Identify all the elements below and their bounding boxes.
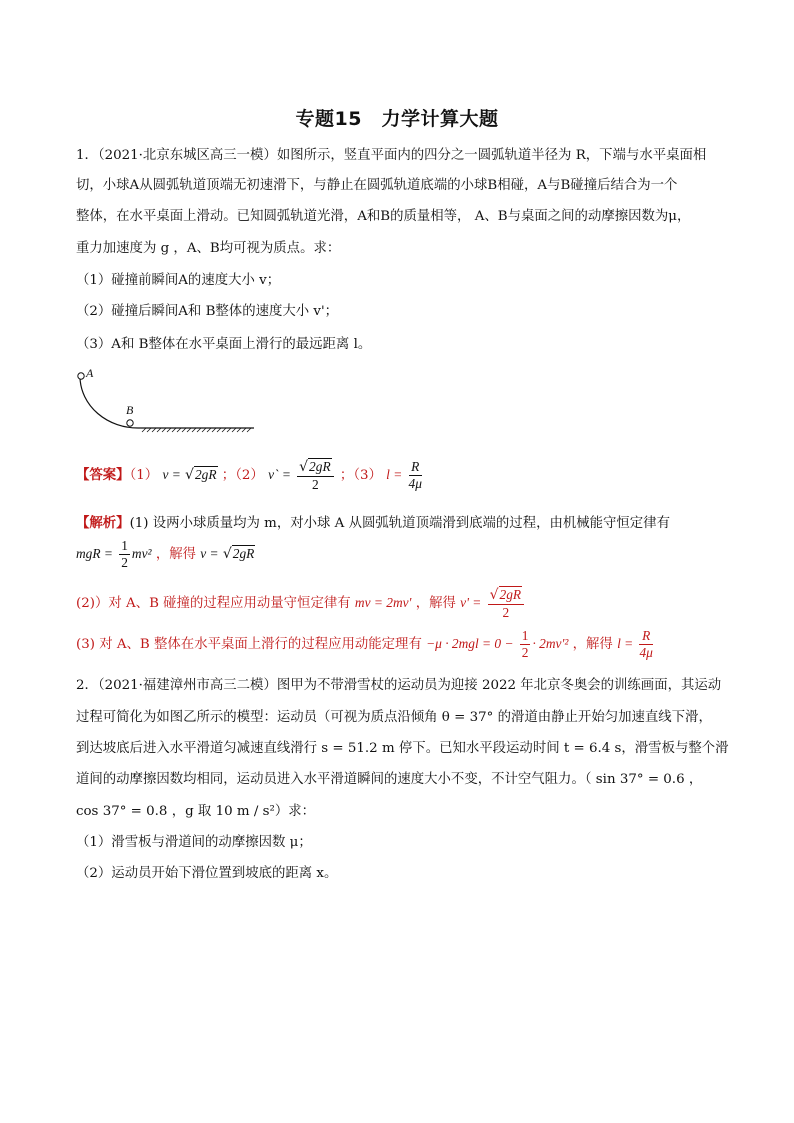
q1-line1: 1．（2021·北京东城区高三一模）如图所示，竖直平面内的四分之一圆弧轨道半径为 R，下端与水平桌面相	[76, 148, 707, 163]
q2-sub1: （1）滑雪板与滑道间的动摩擦因数 μ；	[76, 835, 312, 850]
answer3-numerator: R	[409, 459, 422, 476]
work-energy-l-fraction	[639, 628, 652, 661]
q2-sub2: （2）运动员开始下滑位置到坡底的距离 x。	[76, 866, 338, 881]
quarter-circle-track-figure	[70, 362, 260, 434]
analysis-line3	[76, 586, 726, 626]
answer-sep1: ；（2）	[221, 468, 264, 483]
energy-half-fraction	[119, 538, 130, 571]
work-energy-l-num: R	[639, 628, 652, 645]
q2-line4: 道间的动摩擦因数均相同，运动员进入水平滑道瞬间的速度大小不变，不计空气阻力。（ sin 37° = 0.6 ，	[76, 772, 703, 787]
work-energy-half-num: 1	[521, 628, 529, 643]
energy-v-radicand: 2gR	[232, 546, 255, 561]
answer1-radicand: 2gR	[194, 467, 217, 482]
analysis-line4	[76, 628, 726, 668]
work-energy-eq2: · 2mv'²	[532, 636, 569, 651]
energy-solve-sep: ，解得	[155, 547, 196, 562]
work-energy-eq1: −μ · 2mgl = 0 −	[426, 636, 514, 651]
work-energy-half-den: 2	[521, 645, 529, 660]
energy-half-den: 2	[121, 555, 128, 570]
ball-a	[78, 373, 84, 379]
q1-sub2: （2）碰撞后瞬间A和 B整体的速度大小 v'；	[76, 304, 339, 319]
answer-sep2: ；（3）	[339, 468, 382, 483]
q1-sub3: （3）A和 B整体在水平桌面上滑行的最远距离 l。	[76, 337, 372, 352]
answer3-fraction	[409, 459, 422, 492]
analysis-text1: (1) 设两小球质量均为 m，对小球 A 从圆弧轨道顶端滑到底端的过程，由机械能守恒定律有	[129, 516, 670, 531]
q1-line2: 切，小球A从圆弧轨道顶端无初速滑下，与静止在圆弧轨道底端的小球B相碰，A与B碰撞后结合为一个	[76, 178, 678, 193]
energy-v-lhs: v =	[200, 546, 219, 561]
momentum-v-lhs: v' =	[460, 595, 482, 610]
work-energy-l-den: 4μ	[639, 645, 653, 660]
answer3-lhs: l =	[386, 467, 403, 482]
momentum-v-num: 2gR	[499, 587, 522, 602]
answer-line: 【答案】（1） v = √2gR ；（2） v` = $\frac{√2gR}{2}$ ；（3） l = $\frac{R}{4\mu}$	[76, 459, 422, 492]
q1-sub1: （1）碰撞前瞬间A的速度大小 v；	[76, 273, 281, 288]
momentum-v-den: 2	[502, 605, 510, 620]
answer2-fraction: $\frac{√2gR}{2}$	[297, 458, 334, 493]
energy-half-num: 1	[121, 538, 128, 553]
q2-line5: cos 37° = 0.8 ，g 取 10 m / s²）求：	[76, 804, 316, 819]
work-energy-text: (3) 对 A、B 整体在水平桌面上滑行的过程应用动能定理有	[76, 637, 422, 652]
q2-line1: 2．（2021·福建漳州市高三二模）图甲为不带滑雪杖的运动员为迎接 2022 年北京冬奥会的训练画面，其运动	[76, 678, 722, 693]
energy-lhs: mgR =	[76, 546, 113, 561]
work-energy-half	[520, 628, 531, 661]
q1-line4: 重力加速度为 g ，A、B均可视为质点。求：	[76, 241, 341, 256]
work-energy-solve-sep: ，解得	[572, 637, 613, 652]
answer2-denominator: 2	[312, 477, 319, 492]
label-a: A	[86, 366, 94, 380]
answer-part1-label: （1）	[129, 468, 159, 483]
q2-line2: 过程可简化为如图乙所示的模型：运动员（可视为质点沿倾角 θ = 37° 的滑道由静止开始匀加速直线下滑，	[76, 710, 712, 725]
momentum-v-fraction: $\frac{√2gR}{2}$	[488, 586, 525, 621]
page-title: 专题15 力学计算大题	[295, 108, 499, 130]
analysis-tag: 【解析】	[76, 515, 130, 531]
energy-rhs: mv²	[131, 546, 152, 561]
analysis-line2: mgR = $\frac{1}{2}$ mv² ，解得 v = √2gR	[76, 538, 255, 570]
ball-b	[127, 420, 133, 426]
q2-line3: 到达坡底后进入水平滑道匀减速直线滑行 s = 51.2 m 停下。已知水平段运动时间 t = 6.4 s，滑雪板与整个滑	[76, 741, 729, 756]
answer1-lhs: v =	[162, 467, 181, 482]
answer2-lhs: v` =	[268, 467, 291, 482]
q1-line3: 整体，在水平桌面上滑动。已知圆弧轨道光滑，A和B的质量相等， A、B与桌面之间的动摩擦因数为μ，	[76, 209, 691, 224]
momentum-text: (2)）对 A、B 碰撞的过程应用动量守恒定律有	[76, 596, 351, 611]
momentum-solve-sep: ，解得	[415, 596, 456, 611]
answer3-denominator: 4μ	[408, 476, 422, 491]
analysis-line1	[76, 515, 726, 532]
table-hatching	[142, 428, 251, 432]
answer-tag: 【答案】	[76, 467, 130, 483]
momentum-equation: mv = 2mv'	[354, 595, 412, 610]
label-b: B	[126, 403, 134, 417]
answer2-numerator: 2gR	[309, 459, 331, 474]
work-energy-l-lhs: l =	[617, 636, 634, 651]
